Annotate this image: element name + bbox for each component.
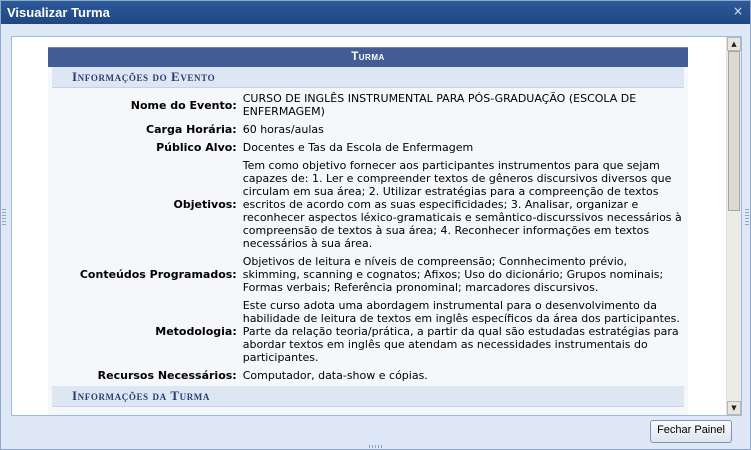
field-label: Carga Horária: [146, 123, 237, 136]
scroll-content [12, 37, 726, 415]
panel-inner [48, 67, 688, 415]
evento-info-table [52, 88, 684, 386]
field-row-publico-alvo [52, 137, 684, 158]
resize-grip-left[interactable] [2, 209, 6, 225]
field-row-conteudos [52, 251, 684, 298]
turma-panel [48, 47, 688, 415]
close-icon[interactable]: × [732, 4, 744, 18]
field-row-objetivos [52, 158, 684, 251]
dialog-body [11, 36, 742, 416]
section-header-turma: Informações da Turma [52, 386, 684, 407]
turma-section-body [52, 407, 684, 415]
field-value: Docentes e Tas da Escola de Enfermagem [242, 141, 474, 154]
field-row-carga-horaria [52, 122, 684, 137]
field-label: Objetivos: [173, 198, 237, 211]
scrollbar-thumb[interactable] [728, 51, 740, 211]
field-label: Nome do Evento: [130, 98, 237, 112]
field-label: Público Alvo: [156, 141, 237, 154]
vertical-scrollbar[interactable] [726, 37, 741, 415]
field-label: Conteúdos Programados: [79, 268, 237, 281]
field-row-recursos [52, 365, 684, 386]
field-label: Metodologia: [155, 325, 237, 338]
field-value: Este curso adota uma abordagem instrumental para o desenvolvimento da habilidade de leitura de textos em inglês específicos da área dos participantes. Parte da relação teoria/prática, a partir da qual são estudadas estratégias para abordar textos em inglês que atendam as necessidades instrumentais do participantes. [242, 299, 680, 364]
field-value: Objetivos de leitura e níveis de compreensão; Connhecimento prévio, skimming, scanning e cognatos; Afixos; Uso do dicionário; Grupos nominais; Formas verbais; Referência pronominal; marcadores discursivos. [242, 255, 664, 294]
field-value: CURSO DE INGLÊS INSTRUMENTAL PARA PÓS-GRADUAÇÃO (ESCOLA DE ENFERMAGEM) [242, 92, 637, 118]
field-row-nome-evento [52, 88, 684, 122]
resize-grip-right[interactable] [745, 209, 749, 225]
section-header-evento: Informações do Evento [52, 67, 684, 88]
close-panel-button[interactable]: Fechar Painel [650, 420, 732, 443]
dialog-title: Visualizar Turma [7, 5, 110, 20]
field-row-metodologia [52, 298, 684, 365]
scroll-up-icon[interactable]: ▲ [727, 37, 741, 51]
field-label: Recursos Necessários: [97, 369, 237, 382]
scroll-down-icon[interactable]: ▼ [727, 401, 741, 415]
resize-grip-bottom[interactable] [369, 445, 383, 448]
panel-caption: Turma [48, 47, 688, 67]
dialog-titlebar[interactable] [1, 1, 750, 24]
field-value: Computador, data-show e cópias. [242, 369, 428, 382]
field-value: Tem como objetivo fornecer aos participantes instrumentos para que sejam capazes de: 1. Ler e compreender textos de gêneros discursivos diversos que circulam em sua área; 2. Utilizar estratégias para a compreenção de textos escritos de acordo com as suas especificidades; 3. Analisar, organizar e reconhecer aspectos léxico-gramaticais e semântico-discurssivos necessários à compreensão de textos à sua área; 4. Reconhecer informações em textos necessários à sua área. [242, 159, 682, 250]
field-value: 60 horas/aulas [242, 123, 324, 136]
